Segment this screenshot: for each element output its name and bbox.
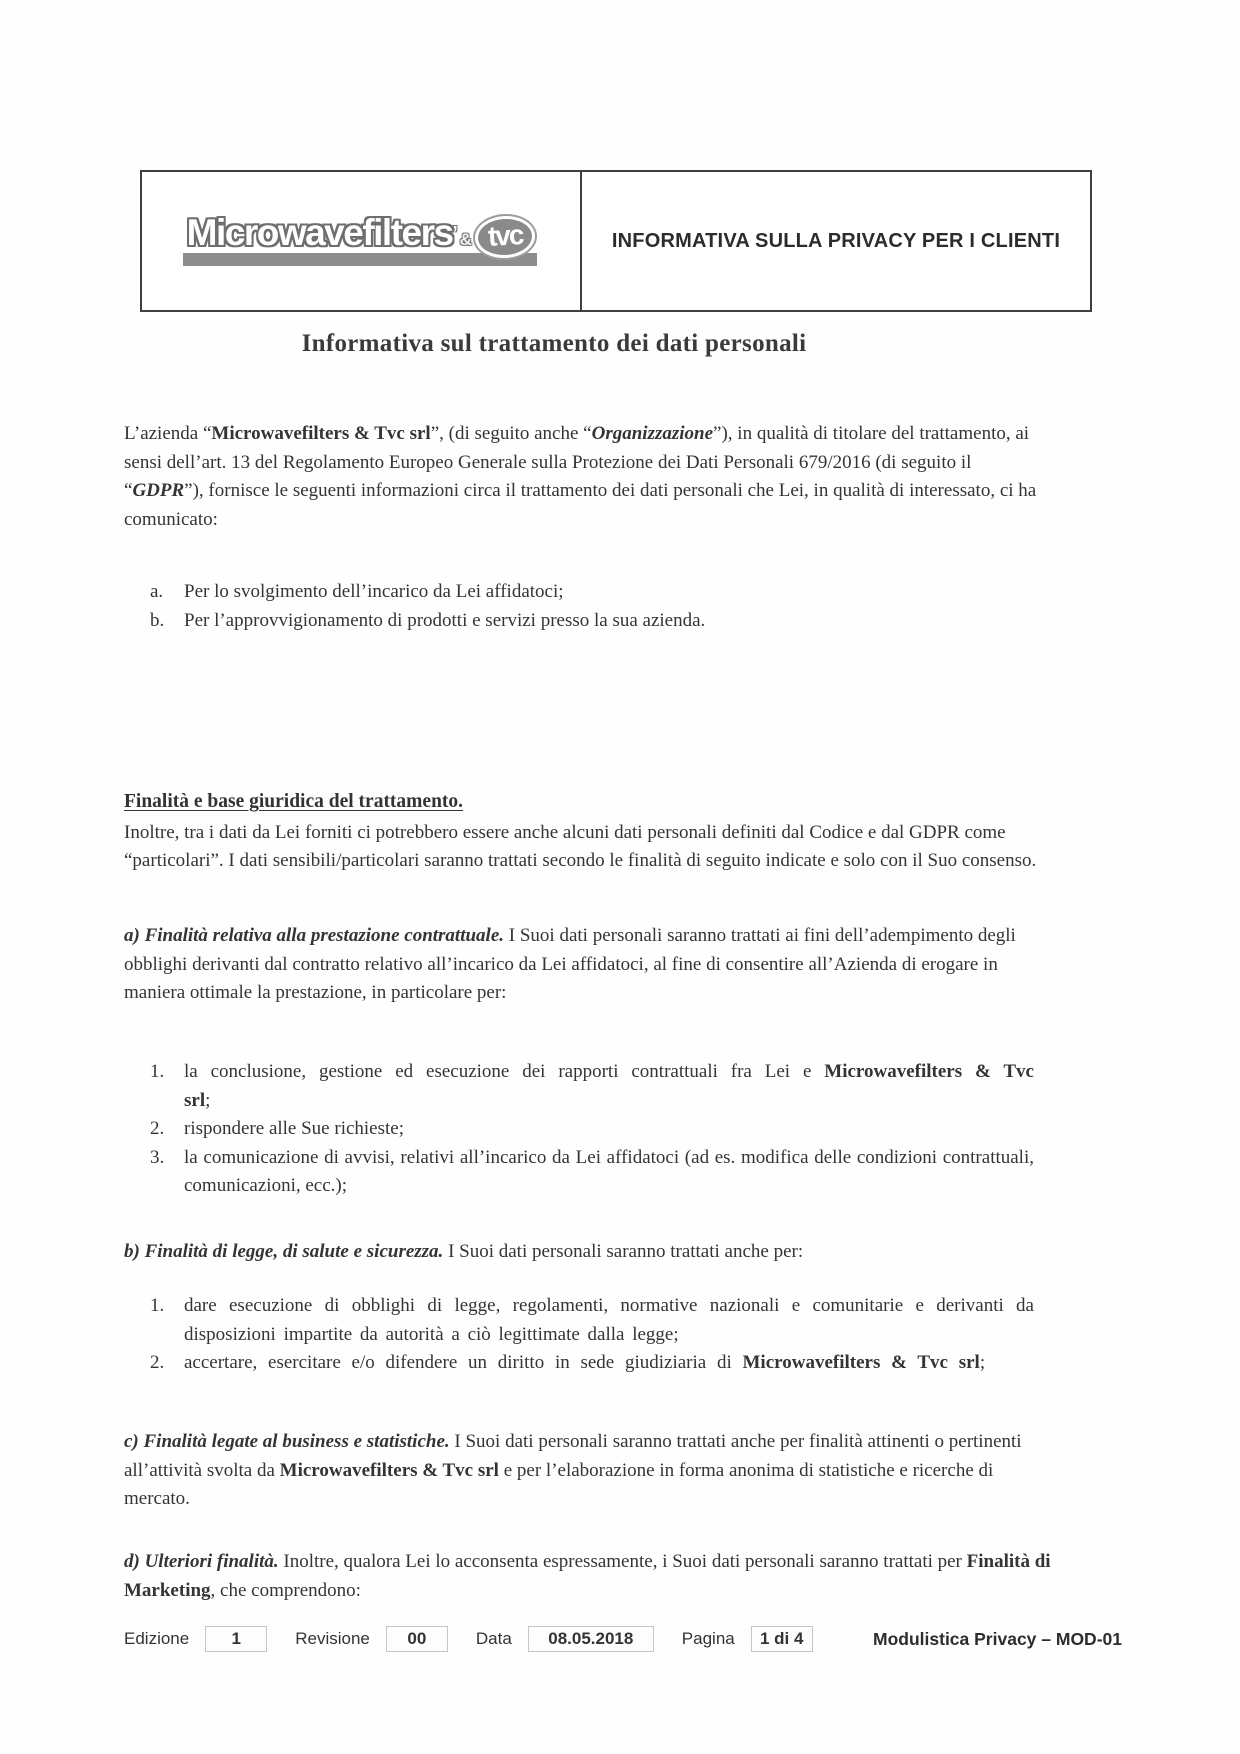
footer-label-pagina: Pagina — [681, 1629, 735, 1648]
header-box — [140, 170, 1092, 312]
list-item — [150, 578, 1034, 607]
logo-tvc-badge: tvc — [474, 214, 537, 259]
header-title: INFORMATIVA SULLA PRIVACY PER I CLIENTI — [611, 229, 1061, 252]
footer-label-edizione: Edizione — [124, 1629, 190, 1648]
footer-label-data: Data — [475, 1629, 512, 1648]
footer-value-edizione: 1 — [205, 1626, 267, 1652]
section-c-paragraph: c) Finalità legate al business e statistiche. I Suoi dati personali saranno trattati anche per finalità attinenti o pertinenti all’attività svolta da Microwavefilters & Tvc srl e per l’elaborazione in forma anonima di statistiche e ricerche di mercato. — [124, 1431, 1022, 1509]
list-item — [150, 1292, 1034, 1349]
finalita-paragraph: Inoltre, tra i dati da Lei forniti ci potrebbero essere anche alcuni dati personali definiti dal Codice e dal GDPR come “particolari”. I dati sensibili/particolari saranno trattati secondo le finalità di seguito indicate e solo con il Suo consenso. — [124, 821, 1037, 871]
list-item — [150, 1115, 1034, 1144]
list-item — [150, 607, 1034, 636]
list-marker: 2. — [150, 1352, 165, 1373]
logo-ampersand: & — [459, 230, 472, 249]
footer-label-revisione: Revisione — [295, 1629, 370, 1648]
section-d-paragraph: d) Ulteriori finalità. Inoltre, qualora Lei lo acconsenta espressamente, i Suoi dati personali saranno trattati per Finalità di Marketing, che comprendono: — [124, 1551, 1051, 1601]
footer-value-data: 08.05.2018 — [528, 1626, 654, 1652]
footer-value-revisione: 00 — [386, 1626, 448, 1652]
list-text: accertare, esercitare e/o difendere un diritto in sede giudiziaria di Microwavefilters & Tvc srl; — [184, 1352, 986, 1373]
list-text: Per lo svolgimento dell’incarico da Lei affidatoci; — [184, 581, 564, 602]
contract-purposes-list — [150, 1058, 1034, 1201]
list-item — [150, 1349, 1034, 1378]
logo-brand-text: Microwavefilters — [186, 212, 453, 253]
section-a-paragraph: a) Finalità relativa alla prestazione contrattuale. I Suoi dati personali saranno trattati ai fini dell’adempimento degli obblighi derivanti dal contratto relativo all’incarico da Lei affidatoci, al fine di consentire all’Azienda di erogare in maniera ottimale la prestazione, in particolare per: — [124, 925, 1016, 1003]
list-marker: 2. — [150, 1118, 165, 1139]
logo-underline-bar — [183, 253, 538, 266]
intro-paragraph: L’azienda “Microwavefilters & Tvc srl”, (di seguito anche “Organizzazione”), in qualità di titolare del trattamento, ai sensi dell’art. 13 del Regolamento Europeo Generale sulla Protezione dei Dati Personali 679/2016 (di seguito il “GDPR”), fornisce le seguenti informazioni circa il trattamento dei dati personali che Lei, in qualità di interessato, ci ha comunicato: — [124, 423, 1037, 530]
list-text: rispondere alle Sue richieste; — [184, 1118, 405, 1139]
logo-cell — [142, 172, 582, 310]
section-heading-finalita: Finalità e base giuridica del trattamento. — [124, 791, 464, 812]
footer-doc-code: Modulistica Privacy – MOD-01 — [873, 1628, 1122, 1649]
list-text: Per l’approvvigionamento di prodotti e servizi presso la sua azienda. — [184, 609, 706, 631]
list-item — [150, 1058, 1034, 1115]
list-marker: b. — [150, 609, 165, 631]
list-text: la conclusione, gestione ed esecuzione dei rapporti contrattuali fra Lei e Microwavefilters & Tvc srl; — [184, 1061, 1034, 1111]
footer-value-pagina: 1 di 4 — [751, 1626, 813, 1652]
section-b-paragraph: b) Finalità di legge, di salute e sicurezza. I Suoi dati personali saranno trattati anche per: — [124, 1241, 804, 1262]
logo-trademark: ’ — [452, 222, 458, 243]
company-logo — [181, 212, 542, 270]
list-marker: a. — [150, 581, 164, 602]
list-marker: 3. — [150, 1146, 165, 1168]
document-title: Informativa sul trattamento dei dati personali — [301, 330, 807, 357]
finalita-section — [124, 788, 1054, 876]
footer — [124, 1626, 1122, 1652]
list-text: la comunicazione di avvisi, relativi all’incarico da Lei affidatoci (ad es. modifica delle condizioni contrattuali, comunicazioni, ecc.); — [184, 1146, 1034, 1196]
list-item — [150, 1144, 1034, 1201]
intro-list — [150, 578, 1034, 635]
list-marker: 1. — [150, 1061, 165, 1082]
legal-purposes-list — [150, 1292, 1034, 1378]
list-marker: 1. — [150, 1295, 165, 1316]
list-text: dare esecuzione di obblighi di legge, regolamenti, normative nazionali e comunitarie e derivanti da disposizioni impartite da autorità a ciò legittimate dalla legge; — [184, 1295, 1034, 1345]
